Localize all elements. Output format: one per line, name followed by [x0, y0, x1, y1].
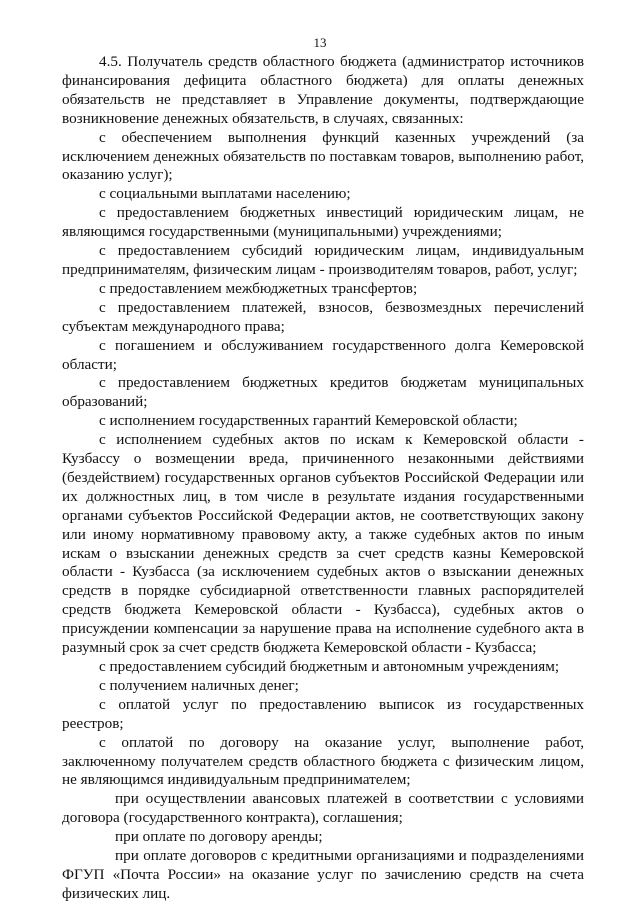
- list-item-budget-credits: с предоставлением бюджетных кредитов бюджетам муниципальных образований;: [62, 374, 584, 411]
- list-item-social-payments: с социальными выплатами населению;: [99, 185, 351, 203]
- list-item-advance-payments: при осуществлении авансовых платежей в соответствии с условиями договора (государственного контракта), соглашения;: [62, 790, 584, 827]
- list-item-subsidies-institutions: с предоставлением субсидий бюджетным и автономным учреждениям;: [99, 658, 560, 675]
- list-item-state-debt: с погашением и обслуживанием государственного долга Кемеровской области;: [62, 336, 584, 373]
- paragraph-4-5-intro: 4.5. Получатель средств областного бюджета (администратор источников финансирования дефицита областного бюджета) для оплаты денежных обязательств не представляет в Управление документы, подтверждающие возникновение денежных обязательств, в случаях, связанных:: [62, 53, 584, 127]
- list-item-interbudget-transfers: с предоставлением межбюджетных трансфертов;: [99, 279, 418, 297]
- list-item-subsidies-legal-entities: с предоставлением субсидий юридическим лицам, индивидуальным предпринимателям, физическим лицам - производителям товаров, работ, услуг;: [62, 242, 584, 278]
- page-number: 13: [313, 35, 327, 50]
- list-item-court-acts: с исполнением судебных актов по искам к Кемеровской области - Кузбассу о возмещении вреда, причиненного незаконными действиями (бездействием) государственных органов субъектов Российской Федерации или их должностных лиц, в том числе в результате издания государственными органами субъектов Российской Федерации актов, не соответствующих закону или иному нормативному правовому акту, а также судебных актов по иным искам о взыскании денежных средств за счет средств казны Кемеровской области - Кузбасса (за исключением судебных актов о взыскании денежных средств в порядке субсидиарной ответственности главных распорядителей средств бюджета Кемеровской области - Кузбасса), судебных актов о присуждении компенсации за нарушение права на исполнение судебного акта в разумный срок за счет средств бюджета Кемеровской области - Кузбасса;: [62, 431, 584, 657]
- list-item-services-contract: с оплатой по договору на оказание услуг, выполнение работ, заключенному получателем средств областного бюджета с физическим лицом, не являющимся индивидуальным предпринимателем;: [62, 733, 584, 789]
- list-item-state-guarantees: с исполнением государственных гарантий Кемеровской области;: [99, 412, 518, 430]
- list-item-credit-organizations: при оплате договоров с кредитными организациями и подразделениями ФГУП «Почта России» на оказание услуг по зачислению средств на счета физических лиц.: [62, 847, 584, 902]
- list-item-treasury-institutions: с обеспечением выполнения функций казенных учреждений (за исключением денежных обязательств по поставкам товаров, выполнению работ, оказанию услуг);: [62, 128, 584, 184]
- list-item-cash-withdrawal: с получением наличных денег;: [99, 676, 299, 694]
- list-item-budget-investments: с предоставлением бюджетных инвестиций юридическим лицам, не являющимся государственными (муниципальными) учреждениями;: [62, 204, 584, 241]
- list-item-registry-extracts: с оплатой услуг по предоставлению выписок из государственных реестров;: [62, 695, 584, 732]
- list-item-lease-payment: при оплате по договору аренды;: [115, 828, 323, 846]
- list-item-international-payments: с предоставлением платежей, взносов, безвозмездных перечислений субъектам международного права;: [62, 298, 584, 335]
- document-body: [62, 53, 584, 904]
